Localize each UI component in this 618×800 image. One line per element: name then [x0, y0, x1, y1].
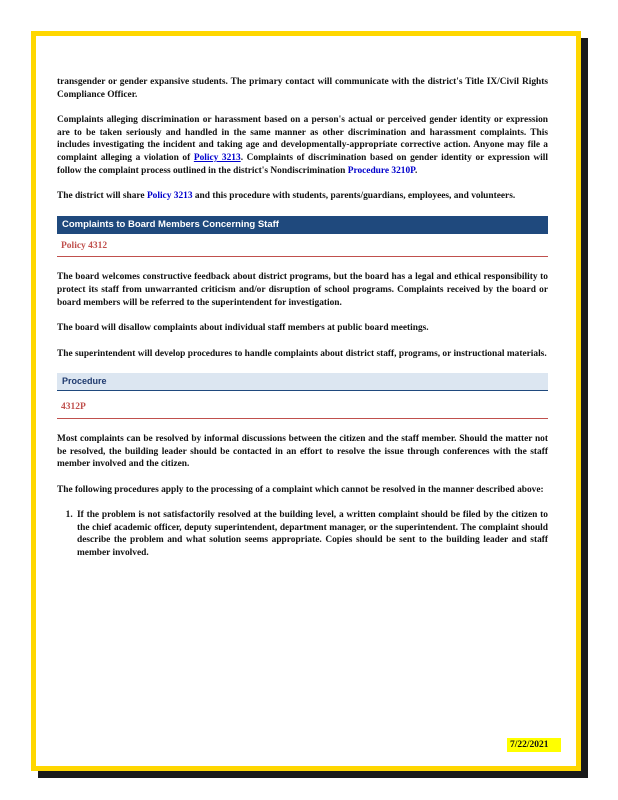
policy-heading: Policy 4312	[57, 240, 548, 258]
procedure-banner: Procedure	[57, 373, 548, 391]
paragraph-superintendent: The superintendent will develop procedures to handle complaints about district staff, programs, or instructional materials.	[57, 348, 547, 359]
policy-3213-link-2[interactable]: Policy 3213	[146, 191, 193, 202]
policy-3213-link[interactable]: Policy 3213	[193, 152, 241, 163]
procedure-heading: 4312P	[57, 401, 548, 419]
paragraph-transgender: transgender or gender expansive students. The primary contact will communicate with the district's Title IX/Civil Rights Compliance Officer.	[57, 77, 548, 100]
date-stamp: 7/22/2021	[507, 738, 561, 752]
document-page	[31, 31, 581, 771]
paragraph-informal-resolution: Most complaints can be resolved by informal discussions between the citizen and the staff member. Should the matter not be resolved, the building leader should be contacted in an effort to resolve the issue through conferences with the staff member involved and the citizen.	[57, 433, 548, 470]
paragraph-complaints-discrimination: Complaints alleging discrimination or harassment based on a person's actual or perceived gender identity or expression are to be taken seriously and handled in the same manner as other discrimination and harassment complaints. This includes investigating the incident and taking age and developmentally-appropriate corrective action. Anyone may file a complaint alleging a violation of Policy 3213. Complaints of discrimination based on gender identity or expression will follow the complaint process outlined in the district's Nondiscrimination Procedure 3210P.	[57, 115, 548, 176]
paragraph-share-policy: The district will share Policy 3213 and this procedure with students, parents/guardians, employees, and volunteers.	[57, 191, 516, 202]
document-body	[57, 76, 548, 560]
procedure-list	[57, 509, 548, 559]
paragraph-board-feedback: The board welcomes constructive feedback about district programs, but the board has a legal and ethical responsibility to protect its staff from unwarranted criticism and/or disruption of school programs. Complaints received by the board or board members will be referred to the superintendent for investigation.	[57, 272, 548, 308]
section-banner	[57, 216, 548, 234]
list-item: 1. If the problem is not satisfactorily resolved at the building level, a written complaint should be filed by the citizen to the chief academic officer, deputy superintendent, department manager, or the superintendent. The complaint should describe the problem and what solution seems appropriate. Copies should be sent to the building leader and staff member involved.	[75, 509, 548, 559]
procedure-3210p-link[interactable]: Procedure 3210P	[347, 165, 416, 176]
paragraph-following-procedures: The following procedures apply to the processing of a complaint which cannot be resolved in the manner described above:	[57, 484, 544, 495]
section-banner-title: Complaints to Board Members Concerning Staff	[62, 218, 279, 230]
paragraph-board-disallow: The board will disallow complaints about individual staff members at public board meetings.	[57, 323, 429, 334]
